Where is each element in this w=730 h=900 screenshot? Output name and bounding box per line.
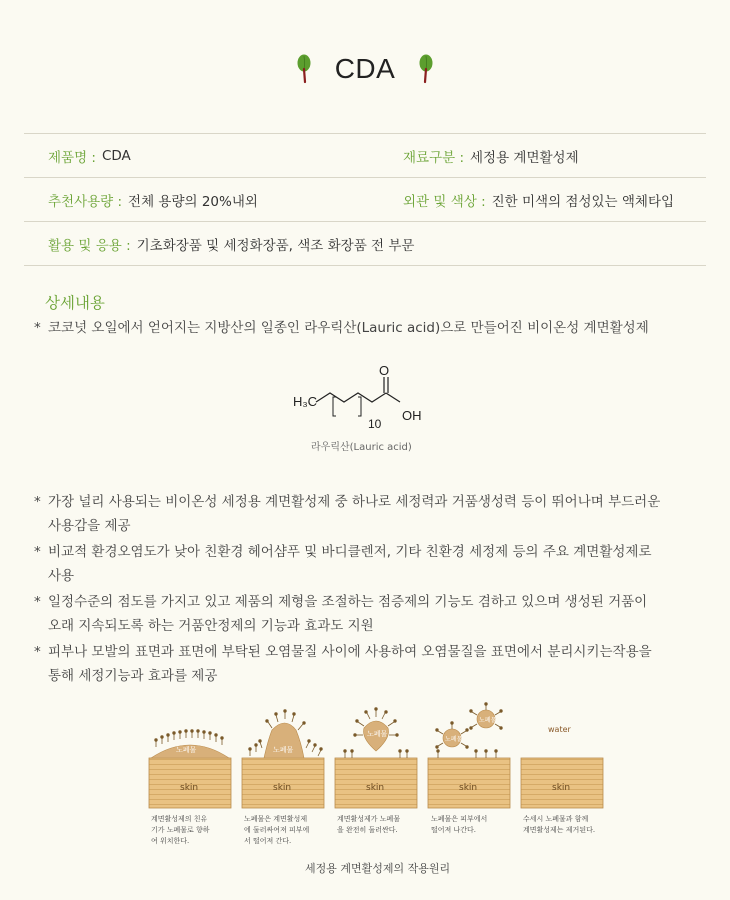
panel-caption: 여 위치한다. <box>151 837 190 845</box>
dirt-label: 노폐물 <box>367 730 388 738</box>
dirt-label: 노폐물 <box>273 746 294 754</box>
panel-caption: 기가 노폐물로 향하 <box>151 826 210 834</box>
bullet-line: 피부나 모발의 표면과 표면에 부탁된 오염물질 사이에 사용하여 오염물질을 표면에서 분리시키는작용을 <box>48 644 652 660</box>
panel-caption: 수세시 노폐물과 함께 <box>523 815 589 823</box>
bullet-line: 사용감을 제공 <box>48 518 131 534</box>
appearance-value: 진한 미색의 점성있는 액체타입 <box>491 193 675 210</box>
diagram-panel-5 <box>521 725 603 808</box>
product-label: 제품명 : <box>48 149 96 166</box>
water-label: water <box>548 725 571 734</box>
material-label: 재료구분 : <box>403 149 465 166</box>
bullet-item-2 <box>34 540 652 588</box>
spec-usage <box>48 178 258 221</box>
usage-value: 전체 용량의 20%내외 <box>128 193 258 210</box>
application-value: 기초화장품 및 세정화장품, 색조 화장품 전 부문 <box>136 237 415 254</box>
title-row <box>0 52 730 86</box>
spec-material <box>403 134 579 177</box>
diagram-panel-2 <box>242 710 324 808</box>
panel-caption: 계면활성제가 노폐물 <box>337 815 401 823</box>
dirt-label: 노폐물 <box>176 746 197 754</box>
material-value: 세정용 계면활성제 <box>470 149 579 166</box>
skin-label: skin <box>552 783 571 793</box>
spec-application <box>48 222 414 265</box>
skin-label: skin <box>180 783 199 793</box>
panel-caption: 서 떨어져 간다. <box>244 837 292 845</box>
spec-row-2 <box>24 178 706 222</box>
dirt-label: 노폐물 <box>479 717 497 724</box>
intro-line <box>34 316 649 340</box>
bullet-line: 비교적 환경오염도가 낮아 친환경 헤어샴푸 및 바디클렌저, 기타 친환경 세정제 등의 주요 계면활성제로 <box>48 544 652 560</box>
bullet-line: 통해 세정기능과 효과를 제공 <box>48 668 218 684</box>
bullet-item-1 <box>34 490 660 538</box>
spec-row-1 <box>24 134 706 178</box>
panel-caption: 노폐물은 계면활성제 <box>244 815 308 823</box>
cleansing-mechanism-diagram <box>146 700 608 880</box>
bullet-marker: * <box>34 494 41 510</box>
page-title: CDA <box>334 53 396 84</box>
bullet-marker: * <box>34 544 41 560</box>
panel-caption: 떨어져 나간다. <box>431 826 477 834</box>
details-title: 상세내용 <box>45 294 105 312</box>
leaf-sprout-icon-right <box>417 53 435 85</box>
panel-caption: 에 둘러싸여져 피부에 <box>244 826 310 834</box>
diagram-panel-1 <box>149 730 231 808</box>
chem-caption: 라우릭산(Lauric acid) <box>311 442 412 453</box>
bullet-item-3 <box>34 590 647 638</box>
leaf-sprout-icon-left <box>295 53 313 85</box>
panel-caption: 계면활성제는 제거된다. <box>523 826 596 834</box>
bullet-marker: * <box>34 594 41 610</box>
bullet-line: 사용 <box>48 568 75 584</box>
intro-text: 코코넛 오일에서 얻어지는 지방산의 일종인 라우릭산(Lauric acid)으로 만들어진 비이온성 계면활성제 <box>48 320 649 336</box>
usage-label: 추천사용량 : <box>48 193 123 210</box>
bullet-item-4 <box>34 640 652 688</box>
bullet-line: 가장 널리 사용되는 비이온성 세정용 계면활성제 중 하나로 세정력과 거품생성력 등이 뛰어나며 부드러운 <box>48 494 661 510</box>
product-value: CDA <box>101 147 131 164</box>
panel-caption: 노폐물은 피부에서 <box>431 815 488 823</box>
skin-label: skin <box>273 783 292 793</box>
repeat-count: 10 <box>368 417 382 431</box>
panel-caption: 계면활성제의 친유 <box>151 815 208 823</box>
spec-row-3 <box>24 222 706 266</box>
application-label: 활용 및 응용 : <box>48 237 131 254</box>
bullet-line: 일정수준의 점도를 가지고 있고 제품의 제형을 조절하는 점증제의 기능도 겸하고 있으며 생성된 거품이 <box>48 594 648 610</box>
spec-product <box>48 134 131 177</box>
skin-label: skin <box>366 783 385 793</box>
panel-caption: 을 완전히 둘러싼다. <box>337 826 398 834</box>
bullet-marker: * <box>34 320 41 336</box>
h3c-label: H₃C <box>293 394 318 409</box>
diagram-caption: 세정용 계면활성제의 작용원리 <box>305 862 451 875</box>
dirt-label: 노폐물 <box>445 736 463 743</box>
bullet-line: 오래 지속되도록 하는 거품안정제의 기능과 효과도 지원 <box>48 618 374 634</box>
spec-appearance <box>403 178 674 221</box>
diagram-panel-4 <box>428 703 510 808</box>
carbonyl-o-label: O <box>379 363 390 378</box>
spec-table <box>24 133 706 266</box>
hydroxyl-label: OH <box>402 408 422 423</box>
skin-label: skin <box>459 783 478 793</box>
bullet-marker: * <box>34 644 41 660</box>
diagram-panel-3 <box>335 708 417 808</box>
appearance-label: 외관 및 색상 : <box>403 193 486 210</box>
